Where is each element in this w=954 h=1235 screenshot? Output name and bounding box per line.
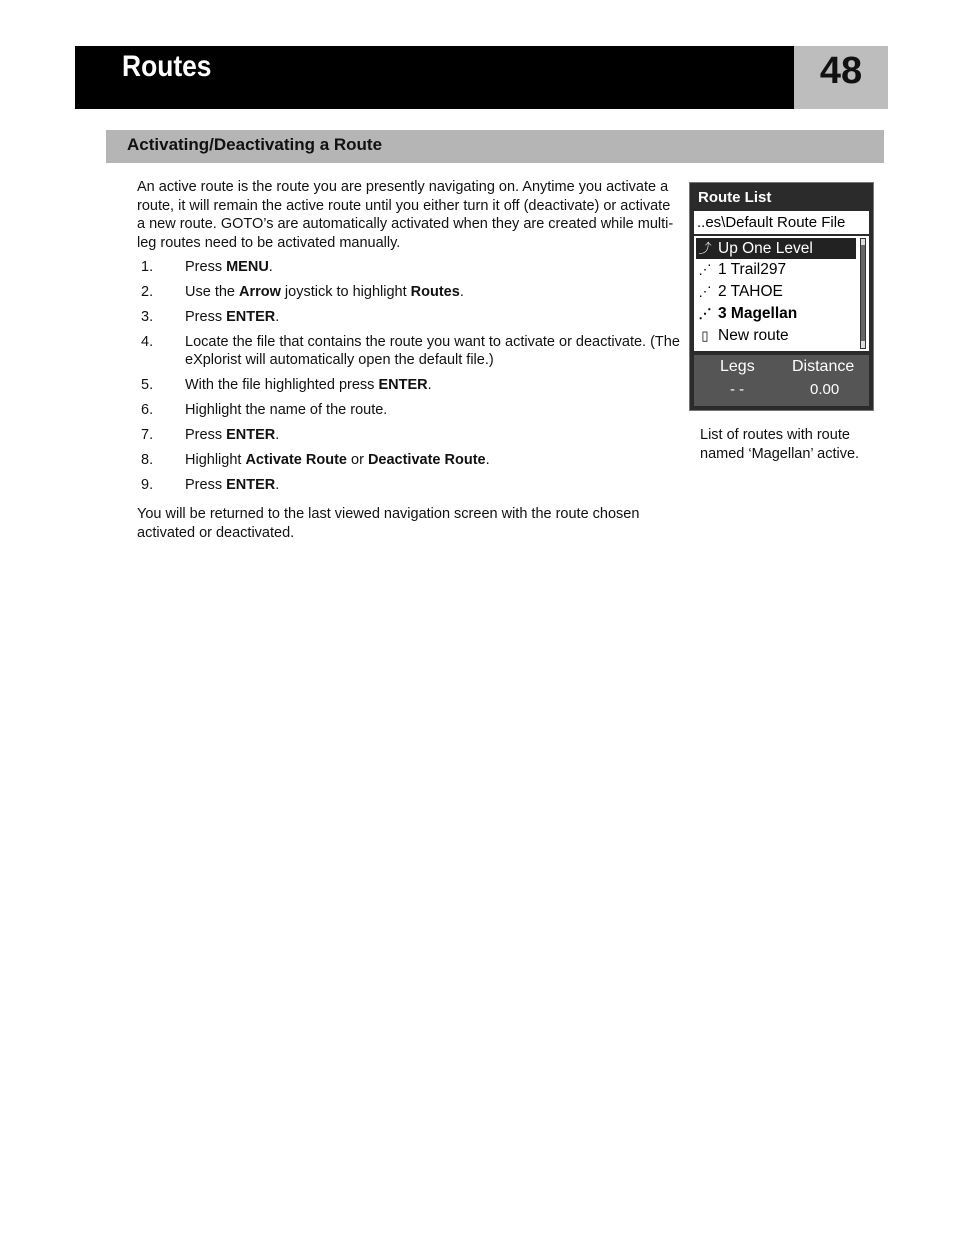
page-title: Routes — [122, 50, 212, 83]
step-text: Use the — [185, 283, 239, 300]
step-item — [137, 308, 682, 327]
step-text: Locate the file that contains the route you want to activate or deactivate. (The eXplorist will automatically open the default file.) — [185, 333, 680, 369]
step-number: 9. — [141, 476, 154, 493]
step-text-end: . — [459, 283, 464, 300]
device-row-label: 2 TAHOE — [718, 283, 783, 300]
section-title: Activating/Deactivating a Route — [127, 135, 383, 154]
step-keyword: ENTER — [378, 377, 428, 394]
device-row-route — [696, 281, 856, 302]
step-item — [137, 476, 682, 495]
step-item — [137, 333, 682, 370]
device-row-label: 3 Magellan — [718, 305, 798, 322]
step-number: 1. — [141, 259, 154, 275]
step-keyword: ENTER — [226, 308, 276, 325]
device-row-up-one-level — [696, 238, 856, 259]
step-text-end: . — [485, 451, 490, 468]
step-number: 6. — [141, 402, 154, 419]
step-text: Highlight the name of the route. — [185, 402, 388, 419]
figure-caption: List of routes with route named ‘Magellan’ active. — [700, 427, 860, 462]
step-item — [137, 258, 682, 277]
step-text: Press — [185, 476, 227, 493]
step-text-mid: joystick to highlight — [280, 283, 411, 300]
step-keyword: ENTER — [226, 426, 276, 443]
step-item — [137, 401, 682, 420]
step-text: Highlight — [185, 451, 246, 468]
step-keyword: Arrow — [239, 283, 281, 300]
step-keyword: Activate Route — [245, 451, 347, 468]
step-text: Press — [185, 426, 227, 443]
step-number: 3. — [141, 308, 154, 325]
device-row-route-active — [696, 303, 856, 324]
step-text: With the file highlighted press — [185, 377, 379, 394]
step-item — [137, 451, 682, 470]
distance-value: 0.00 — [810, 381, 840, 398]
device-scrollbar — [860, 238, 866, 349]
step-keyword-2: Routes — [410, 283, 460, 300]
step-number: 2. — [141, 283, 154, 300]
route-icon: ⋰ — [698, 284, 712, 299]
device-stats-panel — [694, 355, 869, 406]
section-header — [106, 130, 884, 163]
device-title: Route List — [698, 189, 772, 206]
device-row-label: New route — [718, 327, 789, 344]
folder-up-icon: ⤴ — [698, 241, 712, 256]
step-item — [137, 283, 682, 302]
route-icon: ⋰ — [698, 262, 712, 277]
distance-label: Distance — [792, 358, 855, 375]
step-number: 7. — [141, 426, 154, 443]
intro-paragraph: An active route is the route you are presently navigating on. Anytime you activate a route, it will remain the active route until you either turn it off (deactivate) or activate a new route. GOTO’s are automatically activated when they are created while multi-leg routes need to be activated manually. — [137, 179, 674, 251]
steps-list — [137, 258, 682, 501]
document-icon: ▯ — [701, 328, 709, 343]
step-number: 4. — [141, 333, 154, 350]
device-screenshot — [689, 182, 874, 411]
legs-label: Legs — [720, 358, 755, 375]
device-row-new-route — [696, 325, 856, 346]
device-scroll-thumb — [861, 245, 865, 341]
outro-paragraph: You will be returned to the last viewed navigation screen with the route chosen activated or deactivated. — [137, 506, 640, 541]
page-number: 48 — [819, 50, 863, 92]
step-keyword: MENU — [226, 259, 269, 275]
step-text-mid: or — [346, 451, 368, 468]
device-route-list — [694, 236, 869, 351]
step-keyword: ENTER — [226, 476, 276, 493]
step-text: Press — [185, 259, 227, 275]
step-text-end: . — [275, 476, 280, 493]
step-item — [137, 426, 682, 445]
step-text-end: . — [268, 259, 273, 275]
header-bar — [75, 46, 794, 109]
step-text-end: . — [275, 308, 280, 325]
legs-value: - - — [730, 381, 745, 398]
step-text: Press — [185, 308, 227, 325]
device-path: ..es\Default Route File — [694, 211, 869, 234]
route-icon: ⋰ — [698, 306, 712, 321]
page-number-box — [794, 46, 888, 109]
step-item — [137, 376, 682, 395]
step-number: 5. — [141, 377, 154, 394]
step-number: 8. — [141, 451, 154, 468]
step-keyword-2: Deactivate Route — [367, 451, 486, 468]
device-row-route — [696, 259, 856, 280]
device-row-label: Up One Level — [718, 240, 813, 257]
step-text-end: . — [275, 426, 280, 443]
device-row-label: 1 Trail297 — [718, 261, 787, 278]
step-text-end: . — [427, 377, 432, 394]
